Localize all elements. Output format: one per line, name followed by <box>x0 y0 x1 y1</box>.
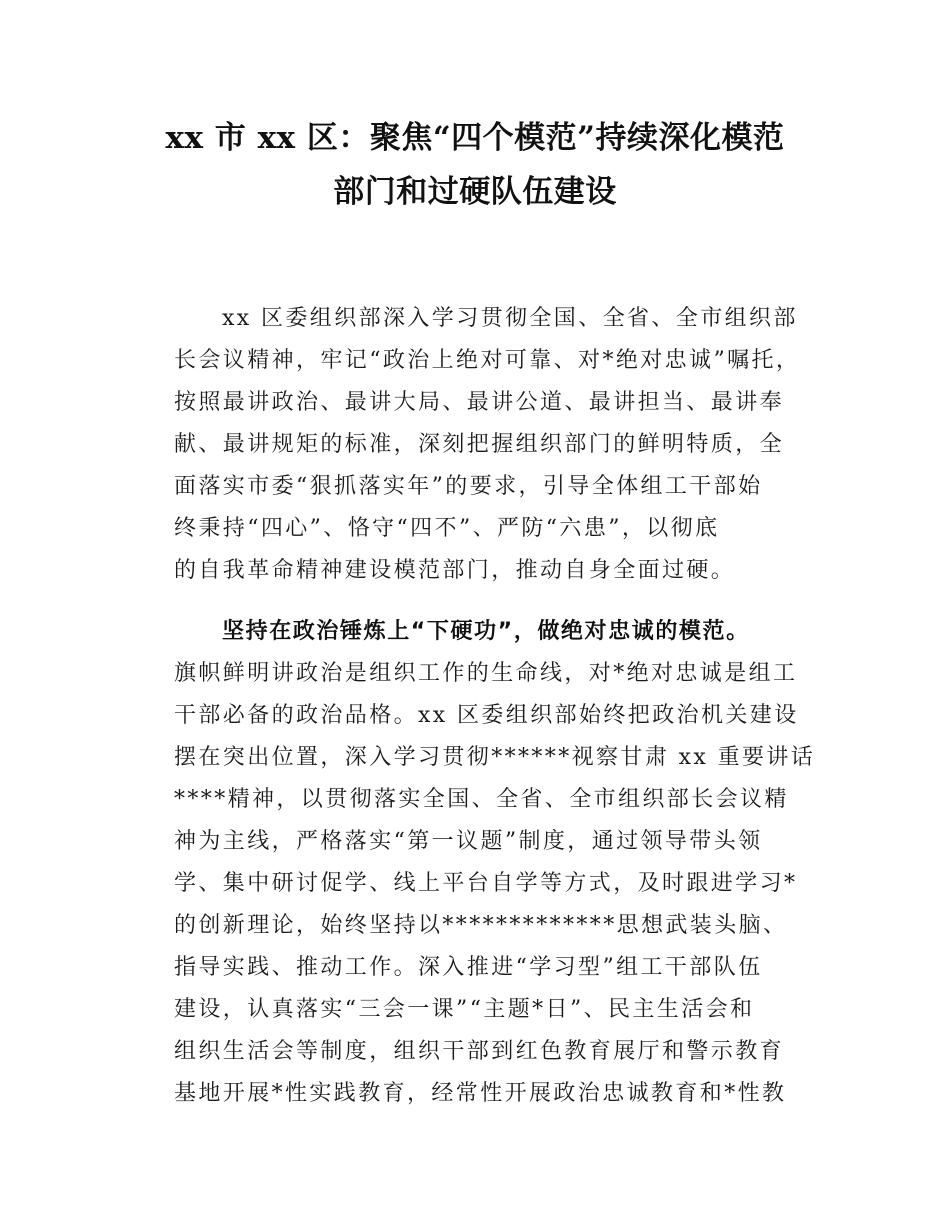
paragraph-line: 组织生活会等制度，组织干部到红色教育展厅和警示教育 <box>174 1039 785 1064</box>
paragraph-line: 摆在突出位置，深入学习贯彻******视察甘肃 xx 重要讲话 <box>174 745 816 770</box>
paragraph-line: xx 区委组织部深入学习贯彻全国、全省、全市组织部 <box>222 306 798 331</box>
paragraph-line: 学、集中研讨促学、线上平台自学等方式，及时跟进学习* <box>174 871 798 896</box>
paragraph-line: 按照最讲政治、最讲大局、最讲公道、最讲担当、最讲奉 <box>174 390 785 415</box>
paragraph-line: 的创新理论，始终坚持以*************思想武装头脑、 <box>174 913 788 938</box>
document-title-line-2: 部门和过硬队伍建设 <box>333 174 617 210</box>
section-heading: 坚持在政治锤炼上“下硬功”，做绝对忠诚的模范。 <box>222 619 750 644</box>
paragraph-line: 神为主线，严格落实“第一议题”制度，通过领导带头领 <box>174 829 763 854</box>
document-title-line-1: xx 市 xx 区：聚焦“四个模范”持续深化模范 <box>165 120 785 156</box>
paragraph-line: 面落实市委“狠抓落实年”的要求，引导全体组工干部始 <box>174 474 763 499</box>
paragraph-line: 长会议精神，牢记“政治上绝对可靠、对*绝对忠诚”嘱托， <box>174 348 801 373</box>
paragraph-line: 基地开展*性实践教育，经常性开展政治忠诚教育和*性教 <box>174 1081 787 1106</box>
paragraph-line: 旗帜鲜明讲政治是组织工作的生命线，对*绝对忠诚是组工 <box>174 661 798 686</box>
paragraph-intro <box>174 298 834 592</box>
paragraph-line: 干部必备的政治品格。xx 区委组织部始终把政治机关建设 <box>174 703 799 728</box>
paragraph-line: 建设，认真落实“三会一课”“主题*日”、民主生活会和 <box>174 997 755 1022</box>
paragraph-line: 献、最讲规矩的标准，深刻把握组织部门的鲜明特质，全 <box>174 432 785 457</box>
paragraph-line: 终秉持“四心”、恪守“四不”、严防“六患”，以彻底 <box>174 516 720 541</box>
paragraph-political-loyalty <box>174 611 834 1115</box>
paragraph-line: ****精神，以贯彻落实全国、全省、全市组织部长会议精 <box>174 787 789 812</box>
paragraph-line: 的自我革命精神建设模范部门，推动自身全面过硬。 <box>174 558 736 583</box>
paragraph-line: 指导实践、推动工作。深入推进“学习型”组工干部队伍 <box>174 955 763 980</box>
